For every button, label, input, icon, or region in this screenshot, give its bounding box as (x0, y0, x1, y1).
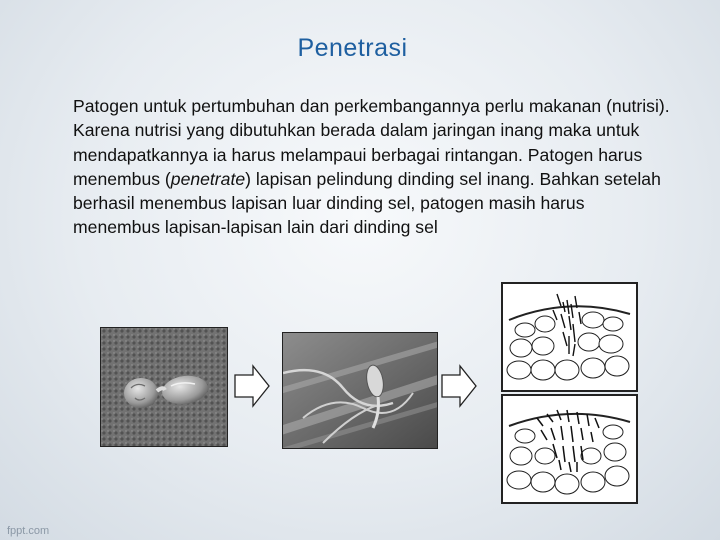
watermark-text: fppt.com (7, 525, 50, 537)
cell-penetration-diagram-top (501, 282, 638, 392)
slide-title: Penetrasi (297, 34, 408, 62)
hypha-micrograph-image (282, 332, 438, 449)
body-text-italic: penetrate (170, 168, 246, 189)
arrow-right-icon (233, 364, 271, 413)
slide-body-text (73, 94, 673, 240)
spore-micrograph-image (100, 327, 228, 447)
body-text-part1: Patogen untuk pertumbuhan dan perkembangannya perlu makanan (nutrisi). Karena nutrisi yang dibutuhkan berada dalam jaringan inang maka untuk mendapatkannya ia harus melampaui berbagai rintangan. Patogen harus menembus ( (73, 96, 670, 189)
body-text-part2: ) lapisan pelindung dinding sel inang. Bahkan setelah berhasil menembus lapisan luar dinding sel, patogen masih harus menembus lapisan-lapisan lain dari dinding sel (73, 168, 661, 238)
arrow-right-icon (440, 364, 478, 413)
cell-penetration-diagram-bottom (501, 394, 638, 504)
